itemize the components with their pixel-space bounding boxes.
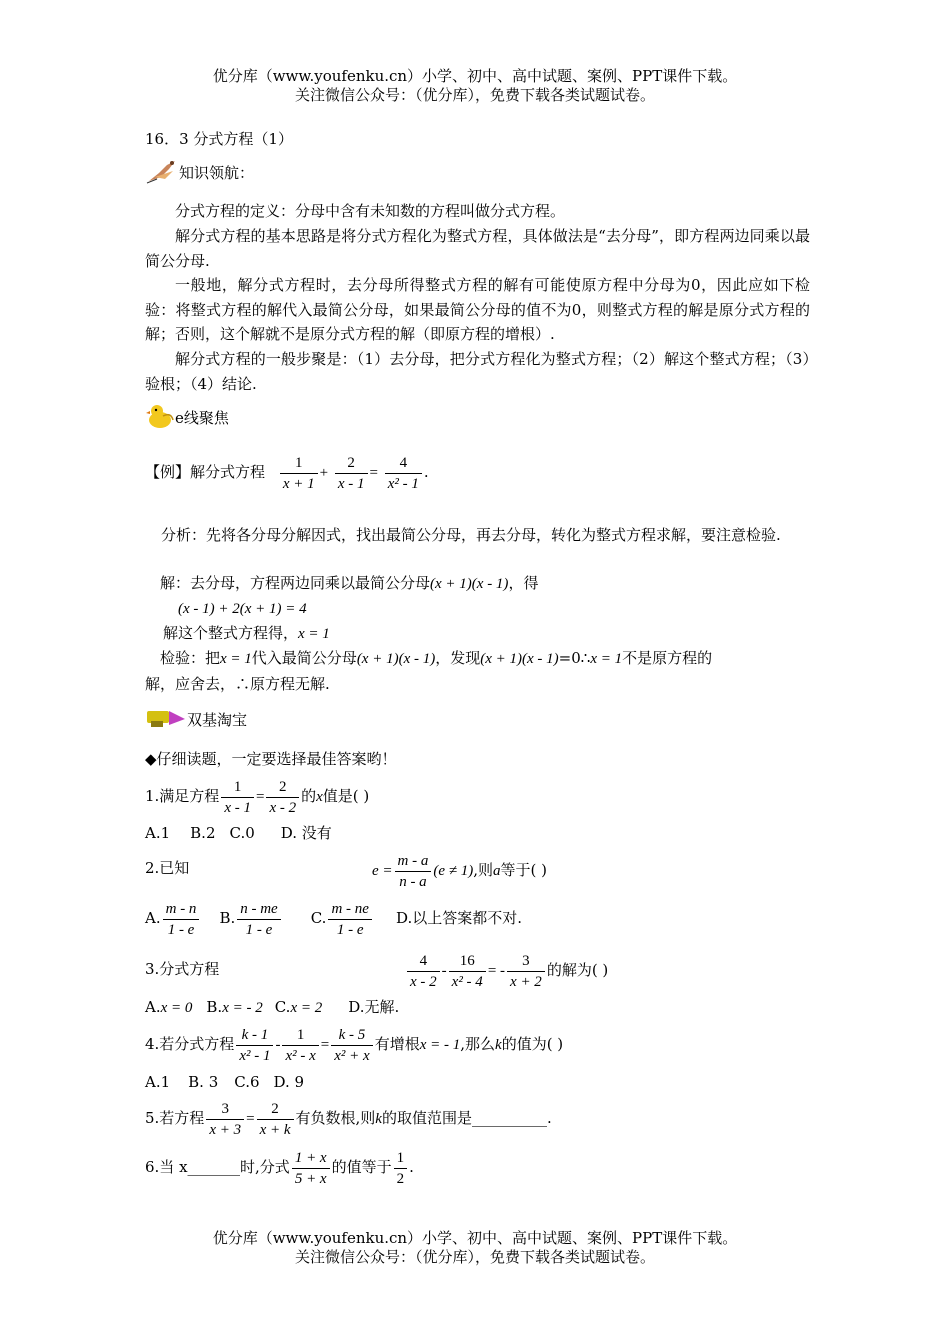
q4-option-b[interactable]: B. 3 bbox=[188, 1073, 219, 1091]
example-check-line-2: 解，应舍去，∴原方程无解. bbox=[145, 675, 330, 693]
knowledge-p3: 一般地，解分式方程时，去分母所得整式方程的解有可能使原方程中分母为0，因此应如下检验：将整式方程的解代入最简公分母，如果最简公分母的值不为0，则整式方程的解是原分式方程的解；否则，这个解就不是原分式方程的解（即原方程的增根）. bbox=[145, 276, 810, 343]
intro-text: ◆仔细读题，一定要选择最佳答案哟！ bbox=[145, 750, 397, 768]
q1-option-a[interactable]: A.1 bbox=[145, 824, 171, 842]
section-knowledge bbox=[145, 157, 254, 191]
section-basics-label: 双基淘宝 bbox=[187, 711, 248, 729]
q1-option-c[interactable]: C.0 bbox=[229, 824, 255, 842]
example-end: . bbox=[423, 463, 429, 481]
example-frac-b: $\frac{2}{x - 1}$ bbox=[335, 454, 368, 493]
q5-frac-2: $\frac{2}{x + k}$ bbox=[257, 1100, 294, 1139]
example-analysis: 分析：先将各分母分解因式，找出最简公分母，再去分母，转化为整式方程求解，要注意检验. bbox=[161, 526, 781, 544]
q6-value-frac: $\frac{1}{2}$ bbox=[394, 1149, 408, 1188]
q3-frac-3: $\frac{3}{x + 2}$ bbox=[507, 952, 545, 991]
knowledge-p4: 解分式方程的一般步聚是：（1）去分母，把分式方程化为整式方程；（2）解这个整式方程；（3）验根；（4）结论. bbox=[145, 350, 810, 393]
question-6: 6.当 x_______时,分式 $\frac{1 + x}{5 + x}$ 的值等于 $\frac{1}{2}$ . bbox=[145, 1149, 414, 1187]
example-label: 【例】 bbox=[145, 463, 191, 481]
q3-option-a[interactable]: A.x = 0 bbox=[145, 998, 193, 1016]
q4-frac-2: $\frac{1}{\text{x² - x}}$ bbox=[282, 1026, 318, 1065]
example-op1: + bbox=[319, 465, 329, 481]
example-result-line: 解这个整式方程得，x = 1 bbox=[163, 624, 330, 642]
section-focus-label: e线聚焦 bbox=[175, 409, 229, 427]
q1-options bbox=[145, 822, 332, 844]
question-4: 4.若分式方程 $\frac{k - 1}{\text{x² - 1}}$ - $\frac{1}{\text{x² - x}}$ = $\frac{k - 5}{\text{x² + x}}$ 有增根x = - 1,那么k的值为( ) bbox=[145, 1026, 564, 1064]
section-basics bbox=[145, 705, 247, 737]
example-solution-line: 解：去分母，方程两边同乘以最简公分母(x + 1)(x - 1)，得 bbox=[160, 574, 539, 592]
q3-options bbox=[145, 996, 399, 1019]
q4-frac-3: $\frac{k - 5}{\text{x² + x}}$ bbox=[331, 1026, 372, 1065]
example-line bbox=[145, 449, 429, 496]
example-text: 解分式方程 bbox=[190, 463, 266, 481]
q4-option-c[interactable]: C.6 bbox=[234, 1073, 260, 1091]
section-focus bbox=[145, 402, 229, 436]
question-2-formula: e = $\frac{m - a}{n - a}$ (e ≠ 1),则a等于( ) bbox=[372, 852, 548, 890]
q4-option-a[interactable]: A.1 bbox=[145, 1073, 171, 1091]
example-eq: = bbox=[369, 465, 378, 481]
q4-frac-1: $\frac{k - 1}{\text{x² - 1}}$ bbox=[236, 1026, 273, 1065]
q1-option-d[interactable]: D. 没有 bbox=[280, 824, 332, 842]
q5-frac-1: $\frac{3}{x + 3}$ bbox=[206, 1100, 244, 1139]
page-title: 16．3 分式方程（1） bbox=[145, 130, 293, 148]
example-frac-a: $\frac{1}{x + 1}$ bbox=[280, 454, 318, 493]
section-knowledge-label: 知识领航： bbox=[179, 164, 255, 182]
q2-option-d[interactable]: D.以上答案都不对. bbox=[395, 909, 522, 927]
knowledge-p2: 解分式方程的基本思路是将分式方程化为整式方程，具体做法是“去分母”，即方程两边同乘以最简公分母. bbox=[145, 227, 810, 270]
q2-options bbox=[145, 895, 522, 941]
example-frac-c: $\frac{4}{\text{x² - 1}}$ bbox=[385, 454, 422, 493]
q3-frac-1: $\frac{4}{x - 2}$ bbox=[407, 952, 440, 991]
q1-frac-2: $\frac{2}{x - 2}$ bbox=[266, 778, 299, 817]
question-2-prefix: 2.已知 bbox=[145, 859, 190, 877]
q4-options bbox=[145, 1071, 304, 1093]
q6-frac: $\frac{1 + x}{5 + x}$ bbox=[292, 1149, 330, 1188]
example-lcd: (x + 1)(x - 1) bbox=[430, 576, 509, 592]
example-result: x = 1 bbox=[298, 626, 330, 642]
pencil-icon bbox=[145, 705, 187, 737]
footer-line-2: 关注微信公众号：（优分库），免费下载各类试题试卷。 bbox=[294, 1248, 655, 1266]
q2-option-b[interactable]: B. $\frac{n - me}{1 - e}$ bbox=[219, 909, 282, 927]
q2-frac: $\frac{m - a}{n - a}$ bbox=[395, 852, 432, 891]
example-solution-eq: (x - 1) + 2(x + 1) = 4 bbox=[178, 601, 307, 617]
footer-line-1: 优分库（www.youfenku.cn）小学、初中、高中试题、案例、PPT课件下载。 bbox=[212, 1229, 738, 1247]
question-3-prefix: 3.分式方程 bbox=[145, 960, 220, 978]
page-footer bbox=[0, 1229, 950, 1267]
duck-icon bbox=[145, 402, 175, 436]
q3-option-b[interactable]: B.x = - 2 bbox=[206, 998, 263, 1016]
header-line-2: 关注微信公众号：（优分库），免费下载各类试题试卷。 bbox=[294, 86, 655, 104]
question-5: 5.若方程 $\frac{3}{x + 3}$ = $\frac{2}{x + k}$ 有负数根,则k的取值范围是__________. bbox=[145, 1100, 552, 1138]
question-3-formula: $\frac{4}{x - 2}$ - $\frac{16}{\text{x² - 4}}$ = - $\frac{3}{x + 2}$ 的解为( ) bbox=[405, 947, 608, 994]
question-1: 1.满足方程 $\frac{1}{x - 1}$ = $\frac{2}{x - 2}$ 的x值是( ) bbox=[145, 778, 370, 816]
page-header bbox=[0, 67, 950, 105]
q1-frac-1: $\frac{1}{x - 1}$ bbox=[221, 778, 254, 817]
q4-option-d[interactable]: D. 9 bbox=[273, 1073, 305, 1091]
heron-icon bbox=[145, 157, 179, 191]
q3-option-d[interactable]: D.无解. bbox=[348, 998, 400, 1016]
q3-option-c[interactable]: C.x = 2 bbox=[274, 998, 323, 1016]
q2-option-a[interactable]: A. $\frac{m - n}{1 - e}$ bbox=[145, 909, 201, 927]
knowledge-p1: 分式方程的定义：分母中含有未知数的方程叫做分式方程。 bbox=[175, 202, 566, 220]
q1-option-b[interactable]: B.2 bbox=[190, 824, 216, 842]
header-line-1: 优分库（www.youfenku.cn）小学、初中、高中试题、案例、PPT课件下载。 bbox=[212, 67, 738, 85]
example-check-line: 检验：把x = 1代入最简公分母(x + 1)(x - 1)，发现(x + 1)(x - 1)=0∴x = 1不是原方程的 bbox=[160, 649, 713, 667]
q3-frac-2: $\frac{16}{\text{x² - 4}}$ bbox=[449, 952, 486, 991]
q2-option-c[interactable]: C. $\frac{m - ne}{1 - e}$ bbox=[311, 909, 374, 927]
